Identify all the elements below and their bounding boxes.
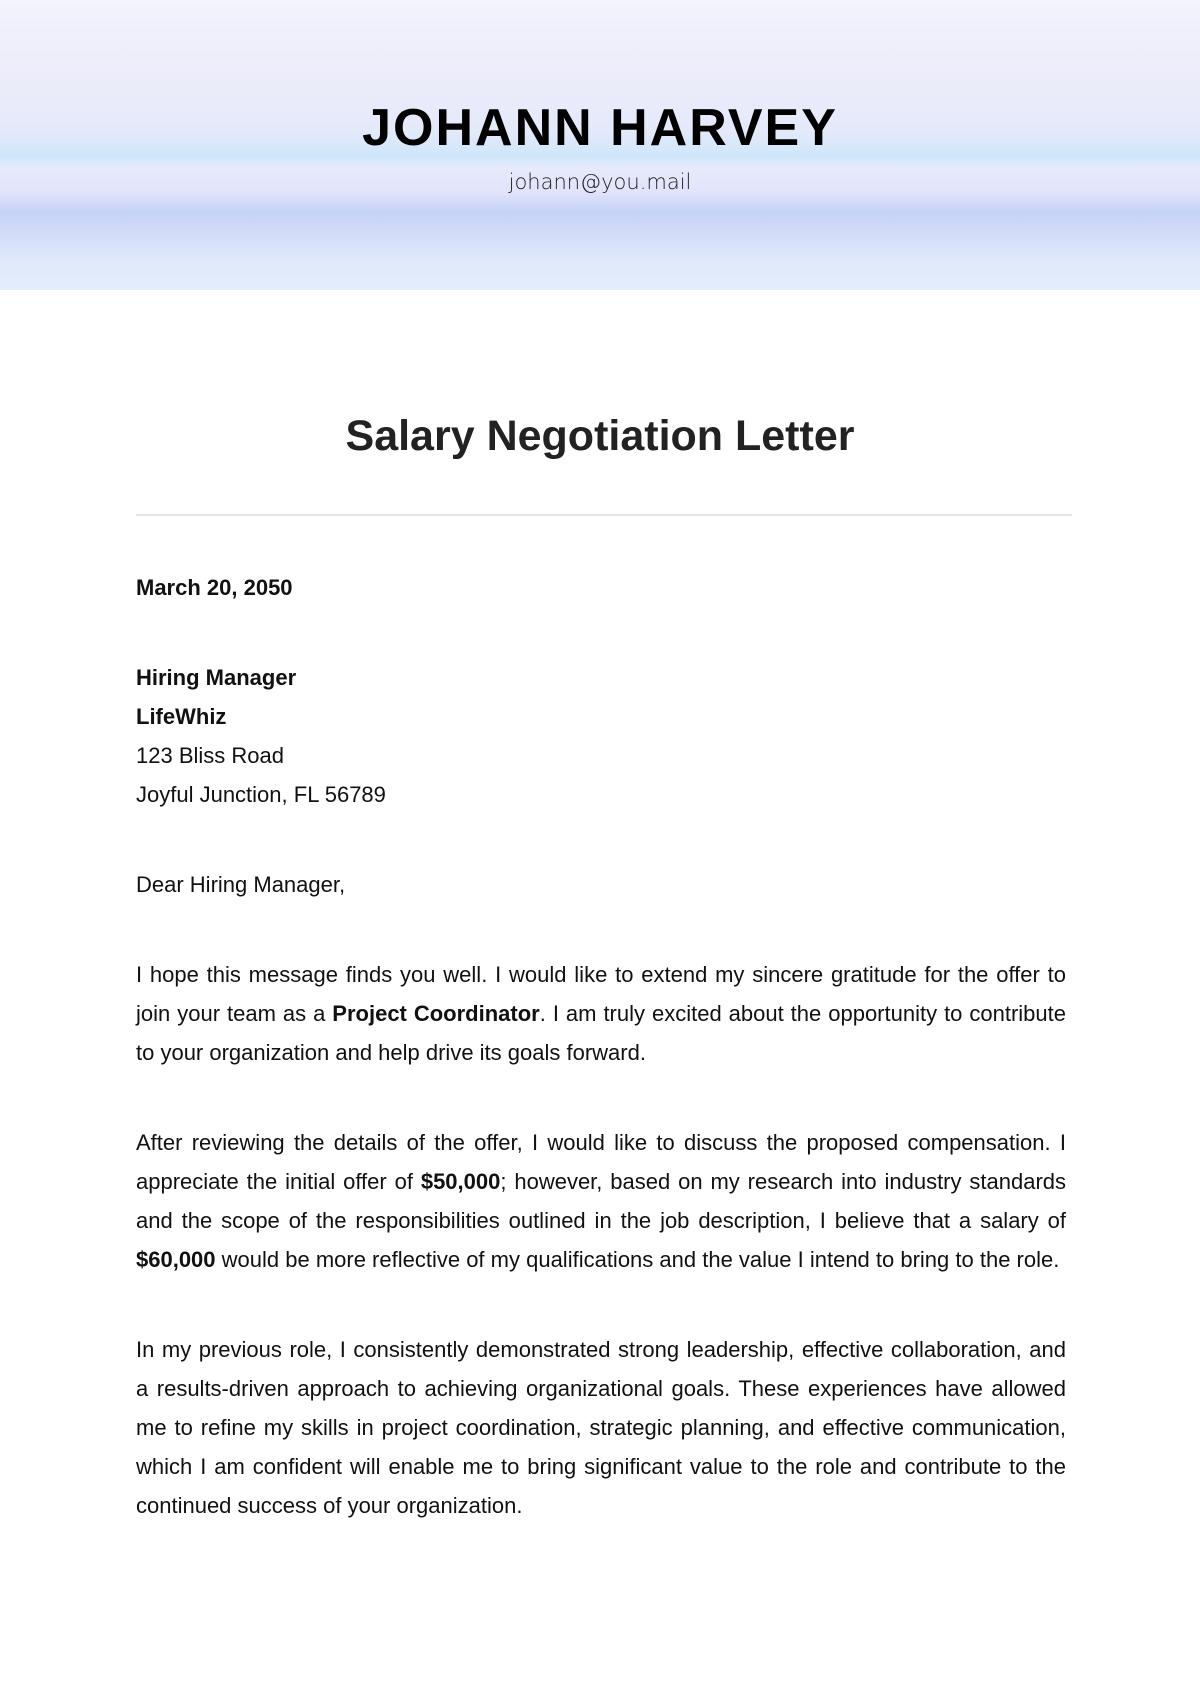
text: . I am truly excited about the opportunity to contribute to your organization and help drive its goals forward. xyxy=(136,1001,1067,1065)
divider xyxy=(136,514,1072,516)
letter-title: Salary Negotiation Letter xyxy=(345,412,855,460)
text: would be more reflective of my qualifications and the value I intend to bring to the role. xyxy=(215,1247,1060,1272)
text: ; however, based on my research into industry standards and the scope of the responsibilities outlined in the job description, I believe that a salary of xyxy=(136,1169,1066,1233)
text: I hope this message finds you well. I would like to extend my sincere gratitude for the offer to join your team as a xyxy=(136,962,1066,1026)
paragraph-1 xyxy=(136,955,1066,1072)
letter-date: March 20, 2050 xyxy=(136,575,293,600)
paragraph-3: In my previous role, I consistently demonstrated strong leadership, effective collaboration, and a results-driven approach to achieving organizational goals. These experiences have allowed me to refine my skills in project coordination, strategic planning, and effective communication, which I am confident will enable me to bring significant value to the role and contribute to the continued success of your organization. xyxy=(136,1337,1066,1518)
requested-salary: $60,000 xyxy=(136,1247,216,1272)
role-name: Project Coordinator xyxy=(332,1001,540,1026)
salutation: Dear Hiring Manager, xyxy=(136,872,346,897)
recipient-city: Joyful Junction, FL 56789 xyxy=(136,782,386,807)
text: After reviewing the details of the offer, I would like to discuss the proposed compensation. I appreciate the initial offer of xyxy=(136,1130,1066,1194)
recipient-block xyxy=(136,658,1066,814)
paragraph-2 xyxy=(136,1123,1066,1279)
initial-offer: $50,000 xyxy=(420,1169,501,1194)
letterhead-banner xyxy=(0,0,1200,290)
sender-email: johann@you.mail xyxy=(508,170,692,194)
recipient-title: Hiring Manager xyxy=(136,665,297,690)
recipient-street: 123 Bliss Road xyxy=(136,743,284,768)
recipient-company: LifeWhiz xyxy=(136,704,227,729)
letter-body xyxy=(136,568,1066,1525)
sender-name: JOHANN HARVEY xyxy=(362,99,838,157)
